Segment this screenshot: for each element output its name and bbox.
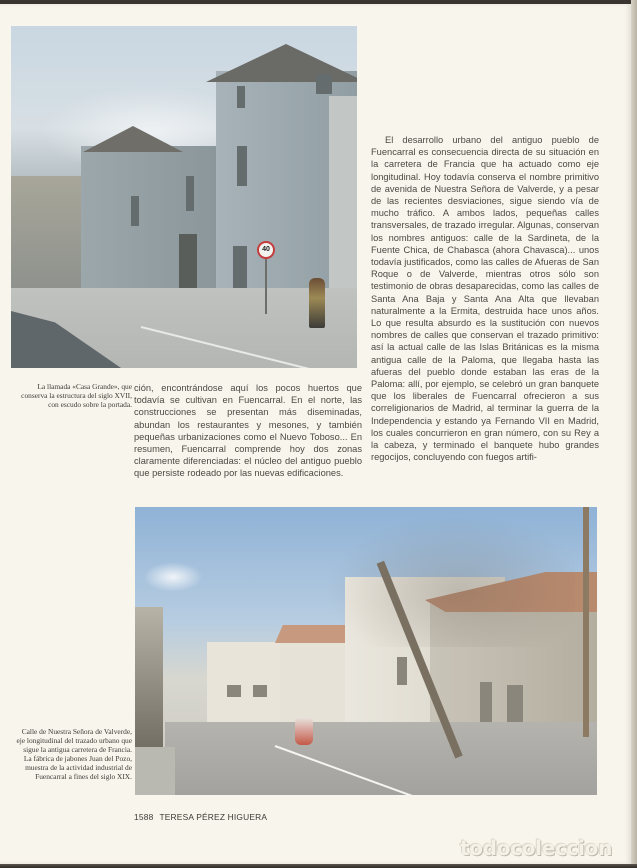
page-edge [631,0,637,868]
sign-pole [265,259,267,314]
page-folio [134,812,273,822]
pedestrian [309,278,325,328]
building-left [135,607,163,757]
window [131,196,139,226]
building-far [207,642,282,727]
window [253,685,267,697]
watermark-logo: todocoleccion [460,836,613,860]
page-bottom-shadow [0,864,637,868]
window [186,176,194,211]
photo-casa-grande [11,26,357,368]
window [316,74,332,94]
caption-casa-grande: La llamada «Casa Grande», que conserva la estructura del siglo XVII, con escudo sobre la portada. [21,382,132,409]
speed-limit-sign-icon: 40 [257,241,275,259]
tree-branches [315,507,575,647]
window [237,146,247,186]
roof-middle [83,126,183,152]
utility-pole [583,507,589,737]
window [227,685,241,697]
paragraph: El desarrollo urbano del antiguo pueblo de Fuencarral es consecuencia directa de su situación en la carretera de Francia que ha actuado como eje longitudinal. Hoy todavía conserva el nombre primitivo de avenida de Nuestra Señora de Valverde, y a pesar de las recientes desviaciones, sigue siendo vía de mucho tráfico. A ambos lados, pequeñas calles transversales, de trazado irregular. Algunas, conservan los nombres antiguos: calle de la Sardineta, de la Fuente Chica, de Chabasca (ahora Chavasca)... unos todavía justificados, como las calles de Afueras de San Roque o de Valverde, mientras otros sólo son testimonio de obras desaparecidas, como las calles de Santa Ana Baja y Santa Ana Alta que llevaban naturalmente a la Ermita, destruida hace unos años. Lo que resulta absurdo es la sustitución con nuevos nombres de calles que conservan el trazado primitivo: así la actual calle de las Islas Británicas es la misma antigua calle de la Paloma, que llegaba hasta las afueras del pueblo donde estaban las eras de la Paloma: allí, por ejemplo, se celebró un gran banquete que los liberales de Fuencarral ofrecieron a sus correligionarios de Madrid, al terminar la guerra de la Independencia y estando ya Fernando VII en Madrid, los cuales concurrieron en gran número, con su Rey a la cabeza, y terminado el banquete hubo grandes regocijos, concluyendo con fuegos artifi- [371,135,599,463]
door [179,234,197,296]
body-text-right-column [371,134,599,463]
roof-main [206,44,357,82]
photo-calle-valverde [135,507,597,795]
building-middle [280,632,350,732]
body-text-continued [134,382,362,480]
sidewalk [135,747,175,795]
page-number: 1588 [134,812,154,822]
scooter [295,717,313,745]
window [237,86,245,108]
caption-calle-valverde: Calle de Nuestra Señora de Valverde, eje longitudinal del trazado urbano que sigue la antigua carretera de Francia. La fábrica de jabones Juan del Pozo, muestra de la actividad industrial de Fuencarral a fines del siglo XIX. [16,727,132,781]
cloud [143,562,203,592]
paragraph: ción, encontrándose aquí los pocos huertos que todavía se cultivan en Fuencarral. En el norte, las construcciones se presentan más diseminadas, abundan los restaurantes y mesones, y también pequeñas urbanizaciones como el Nuevo Toboso... En resumen, Fuencarral comprende hoy dos zonas claramente diferenciadas: el núcleo del antiguo pueblo que persiste rodeado por las nuevas edificaciones. [134,383,362,479]
window [397,657,407,685]
building-left [11,176,91,296]
author-name: TERESA PÉREZ HIGUERA [159,812,268,822]
window [480,682,492,722]
